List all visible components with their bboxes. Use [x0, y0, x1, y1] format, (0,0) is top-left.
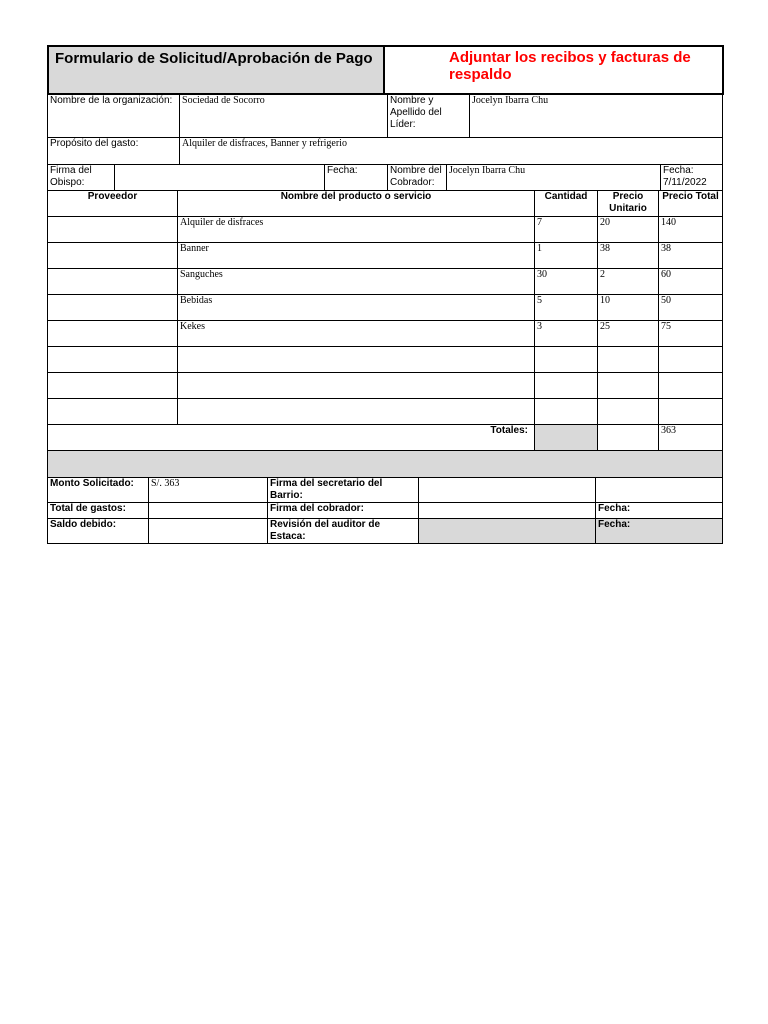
header-quantity: Cantidad [535, 191, 598, 217]
item-unit-price[interactable] [598, 347, 659, 373]
requested-label: Monto Solicitado: [48, 478, 149, 503]
bishop-signature-field[interactable] [115, 165, 325, 191]
totals-row [48, 425, 723, 451]
purpose-value[interactable]: Alquiler de disfraces, Banner y refrigerio [180, 138, 723, 165]
item-quantity[interactable]: 1 [535, 243, 598, 269]
item-row [48, 373, 723, 399]
items-header-row [48, 191, 723, 217]
header-provider: Proveedor [48, 191, 178, 217]
balance-field[interactable] [149, 519, 268, 544]
totals-value[interactable]: 363 [659, 425, 723, 451]
requested-value[interactable]: S/. 363 [149, 478, 268, 503]
item-total-price[interactable]: 140 [659, 217, 723, 243]
form-header [47, 45, 724, 95]
collector-name-value[interactable]: Jocelyn Ibarra Chu [447, 165, 661, 191]
item-total-price[interactable]: 38 [659, 243, 723, 269]
item-provider[interactable] [48, 321, 178, 347]
item-unit-price[interactable]: 2 [598, 269, 659, 295]
totals-unit-cell [598, 425, 659, 451]
item-row [48, 269, 723, 295]
date-label: Fecha: [325, 165, 388, 191]
item-total-price[interactable] [659, 399, 723, 425]
item-product[interactable] [178, 347, 535, 373]
item-product[interactable]: Banner [178, 243, 535, 269]
item-provider[interactable] [48, 217, 178, 243]
auditor-review-label: Revisión del auditor de Estaca: [268, 519, 419, 544]
item-total-price[interactable]: 60 [659, 269, 723, 295]
totals-quantity-cell [535, 425, 598, 451]
secretary-signature-field[interactable] [419, 478, 596, 503]
item-row [48, 243, 723, 269]
collector-signature-label: Firma del cobrador: [268, 503, 419, 519]
item-total-price[interactable] [659, 347, 723, 373]
leader-label: Nombre y Apellido del Líder: [388, 95, 470, 138]
item-row [48, 321, 723, 347]
bishop-signature-label: Firma del Obispo: [48, 165, 115, 191]
item-total-price[interactable]: 50 [659, 295, 723, 321]
item-provider[interactable] [48, 269, 178, 295]
summary-section [47, 477, 723, 544]
item-unit-price[interactable]: 38 [598, 243, 659, 269]
item-total-price[interactable] [659, 373, 723, 399]
item-row [48, 295, 723, 321]
header-unit-price: Precio Unitario [598, 191, 659, 217]
date2-field[interactable] [661, 165, 723, 191]
item-provider[interactable] [48, 399, 178, 425]
item-unit-price[interactable]: 20 [598, 217, 659, 243]
item-row [48, 347, 723, 373]
item-product[interactable]: Bebidas [178, 295, 535, 321]
auditor-date-label: Fecha: [596, 519, 723, 544]
receipts-notice: Adjuntar los recibos y facturas de respaldo [384, 46, 723, 94]
item-product[interactable]: Sanguches [178, 269, 535, 295]
item-quantity[interactable] [535, 373, 598, 399]
collector-date-label: Fecha: [596, 503, 723, 519]
items-table [47, 190, 723, 478]
collector-signature-field[interactable] [419, 503, 596, 519]
expenses-label: Total de gastos: [48, 503, 149, 519]
totals-label: Totales: [48, 425, 535, 451]
balance-label: Saldo debido: [48, 519, 149, 544]
leader-value[interactable]: Jocelyn Ibarra Chu [470, 95, 723, 138]
signature-row [47, 164, 723, 191]
item-quantity[interactable]: 5 [535, 295, 598, 321]
item-quantity[interactable] [535, 347, 598, 373]
item-unit-price[interactable] [598, 399, 659, 425]
item-provider[interactable] [48, 243, 178, 269]
item-unit-price[interactable]: 25 [598, 321, 659, 347]
item-row [48, 217, 723, 243]
spacer-row [48, 451, 723, 478]
date2-value: 7/11/2022 [663, 177, 707, 188]
item-product[interactable]: Kekes [178, 321, 535, 347]
gray-spacer [48, 451, 723, 478]
item-provider[interactable] [48, 347, 178, 373]
org-value[interactable]: Sociedad de Socorro [180, 95, 388, 138]
item-row [48, 399, 723, 425]
payment-form [47, 45, 722, 544]
item-unit-price[interactable]: 10 [598, 295, 659, 321]
info-section [47, 94, 723, 165]
expenses-field[interactable] [149, 503, 268, 519]
header-product: Nombre del producto o servicio [178, 191, 535, 217]
item-product[interactable]: Alquiler de disfraces [178, 217, 535, 243]
item-quantity[interactable]: 7 [535, 217, 598, 243]
org-label: Nombre de la organización: [48, 95, 180, 138]
item-provider[interactable] [48, 373, 178, 399]
item-total-price[interactable]: 75 [659, 321, 723, 347]
item-quantity[interactable]: 3 [535, 321, 598, 347]
secretary-extra-field[interactable] [596, 478, 723, 503]
item-product[interactable] [178, 373, 535, 399]
item-quantity[interactable] [535, 399, 598, 425]
item-unit-price[interactable] [598, 373, 659, 399]
collector-name-label: Nombre del Cobrador: [388, 165, 447, 191]
item-provider[interactable] [48, 295, 178, 321]
date2-label: Fecha: [663, 165, 694, 176]
header-total-price: Precio Total [659, 191, 723, 217]
item-product[interactable] [178, 399, 535, 425]
purpose-label: Propósito del gasto: [48, 138, 180, 165]
secretary-signature-label: Firma del secretario del Barrio: [268, 478, 419, 503]
item-quantity[interactable]: 30 [535, 269, 598, 295]
form-title: Formulario de Solicitud/Aprobación de Pago [48, 46, 384, 94]
auditor-review-field[interactable] [419, 519, 596, 544]
